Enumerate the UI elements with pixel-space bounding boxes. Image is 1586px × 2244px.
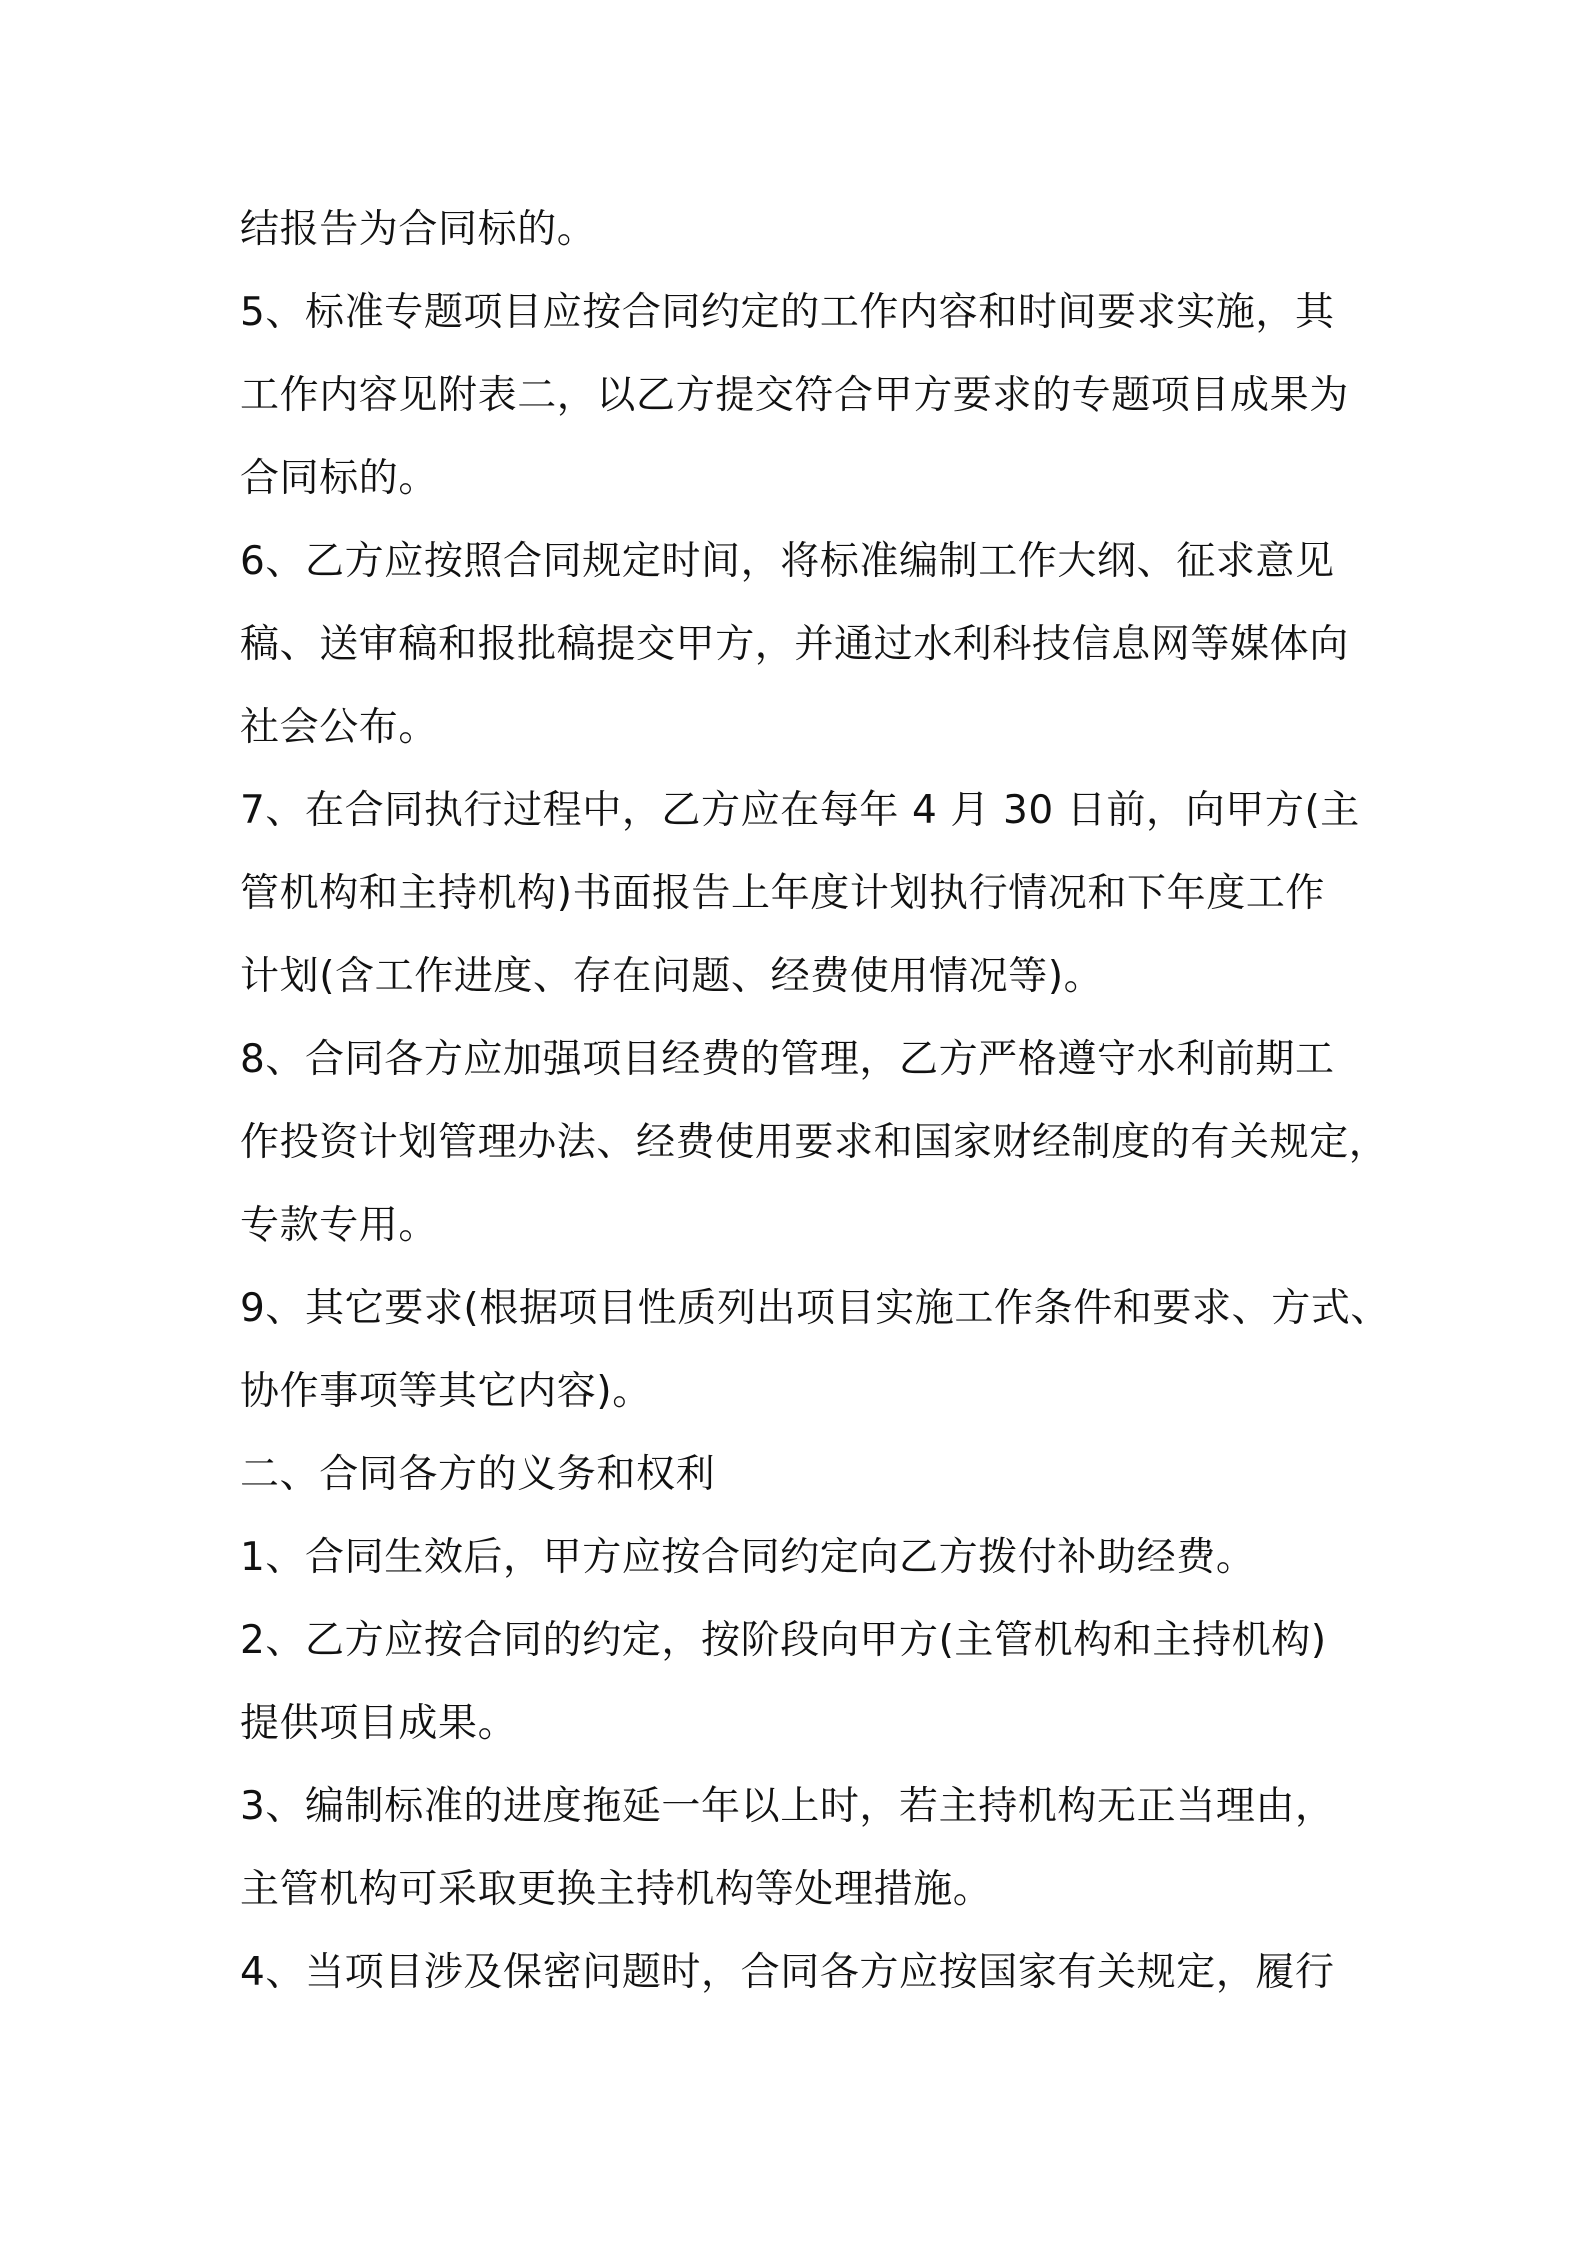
text-line: 工作内容见附表二，以乙方提交符合甲方要求的专题项目成果为 — [240, 373, 1349, 418]
text-line: 合同标的。 — [240, 456, 439, 501]
text-line: 社会公布。 — [240, 705, 439, 750]
document-body — [240, 188, 1391, 2014]
text-line: 2、乙方应按合同的约定，按阶段向甲方(主管机构和主持机构) — [240, 1618, 1327, 1663]
text-line: 1、合同生效后，甲方应按合同约定向乙方拨付补助经费。 — [240, 1535, 1256, 1580]
text-line: 6、乙方应按照合同规定时间，将标准编制工作大纲、征求意见 — [240, 539, 1335, 584]
text-line: 7、在合同执行过程中，乙方应在每年 4 月 30 日前，向甲方(主 — [240, 788, 1360, 833]
text-line: 稿、送审稿和报批稿提交甲方，并通过水利科技信息网等媒体向 — [240, 622, 1349, 667]
section-heading: 二、合同各方的义务和权利 — [240, 1452, 716, 1497]
text-line: 8、合同各方应加强项目经费的管理，乙方严格遵守水利前期工 — [240, 1037, 1335, 1082]
text-line: 协作事项等其它内容)。 — [240, 1369, 652, 1414]
text-line: 主管机构可采取更换主持机构等处理措施。 — [240, 1867, 993, 1912]
text-line: 3、编制标准的进度拖延一年以上时，若主持机构无正当理由， — [240, 1784, 1335, 1829]
text-line: 专款专用。 — [240, 1203, 439, 1248]
text-line: 提供项目成果。 — [240, 1701, 518, 1746]
text-line: 计划(含工作进度、存在问题、经费使用情况等)。 — [240, 954, 1104, 999]
text-line: 作投资计划管理办法、经费使用要求和国家财经制度的有关规定， — [240, 1120, 1389, 1165]
text-line: 9、其它要求(根据项目性质列出项目实施工作条件和要求、方式、 — [240, 1286, 1391, 1331]
text-line: 4、当项目涉及保密问题时，合同各方应按国家有关规定，履行 — [240, 1950, 1335, 1995]
text-line: 结报告为合同标的。 — [240, 207, 597, 252]
text-line: 管机构和主持机构)书面报告上年度计划执行情况和下年度工作 — [240, 871, 1326, 916]
text-line: 5、标准专题项目应按合同约定的工作内容和时间要求实施，其 — [240, 290, 1335, 335]
